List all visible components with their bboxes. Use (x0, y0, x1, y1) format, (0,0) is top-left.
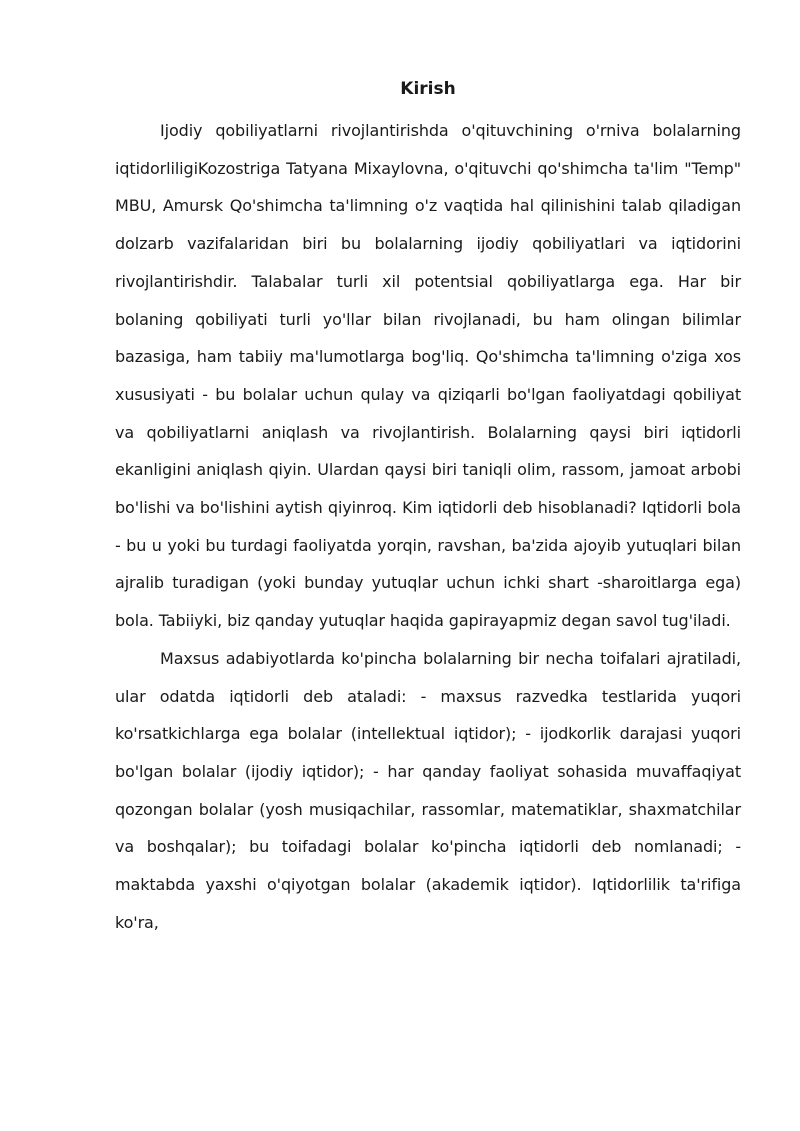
document-title: Kirish (400, 79, 456, 99)
document-body (115, 112, 741, 941)
body-paragraph-1: Ijodiy qobiliyatlarni rivojlantirishda o'qituvchining o'rniva bolalarning iqtidorliligiKozostriga Tatyana Mixaylovna, o'qituvchi qo'shimcha ta'lim "Temp" MBU, Amursk Qo'shimcha ta'limning o'z vaqtida hal qilinishini talab qiladigan dolzarb vazifalaridan biri bu bolalarning ijodiy qobiliyatlari va iqtidorini rivojlantirishdir. Talabalar turli xil potentsial qobiliyatlarga ega. Har bir bolaning qobiliyati turli yo'llar bilan rivojlanadi, bu ham olingan bilimlar bazasiga, ham tabiiy ma'lumotlarga bog'liq. Qo'shimcha ta'limning o'ziga xos xususiyati - bu bolalar uchun qulay va qiziqarli bo'lgan faoliyatdagi qobiliyat va qobiliyatlarni aniqlash va rivojlantirish. Bolalarning qaysi biri iqtidorli ekanligini aniqlash qiyin. Ulardan qaysi biri taniqli olim, rassom, jamoat arbobi bo'lishi va bo'lishini aytish qiyinroq. Kim iqtidorli deb hisoblanadi? Iqtidorli bola - bu u yoki bu turdagi faoliyatda yorqin, ravshan, ba'zida ajoyib yutuqlari bilan ajralib turadigan (yoki bunday yutuqlar uchun ichki shart -sharoitlarga ega) bola. Tabiiyki, biz qanday yutuqlar haqida gapirayapmiz degan savol tug'iladi. (115, 121, 741, 631)
body-paragraph-2: Maxsus adabiyotlarda ko'pincha bolalarning bir necha toifalari ajratiladi, ular odatda iqtidorli deb ataladi: - maxsus razvedka testlarida yuqori ko'rsatkichlarga ega bolalar (intellektual iqtidor); - ijodkorlik darajasi yuqori bo'lgan bolalar (ijodiy iqtidor); - har qanday faoliyat sohasida muvaffaqiyat qozongan bolalar (yosh musiqachilar, rassomlar, matematiklar, shaxmatchilar va boshqalar); bu toifadagi bolalar ko'pincha iqtidorli deb nomlanadi; - maktabda yaxshi o'qiyotgan bolalar (akademik iqtidor). Iqtidorlilik ta'rifiga ko'ra, (115, 648, 741, 932)
